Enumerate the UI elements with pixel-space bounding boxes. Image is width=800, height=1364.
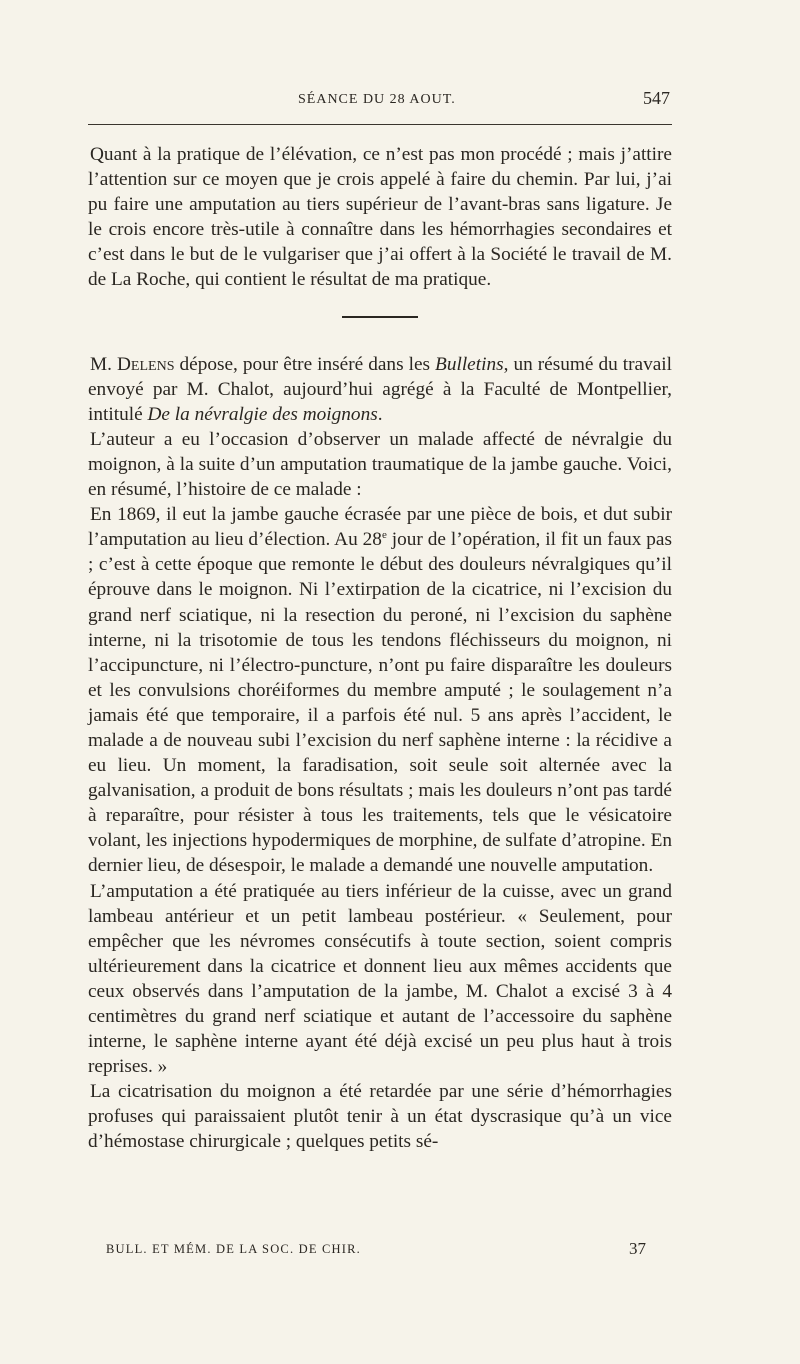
running-title: SÉANCE DU 28 AOUT. — [298, 92, 456, 107]
footer-signature: BULL. ET MÉM. DE LA SOC. DE CHIR. — [106, 1242, 361, 1256]
paragraph-delens: M. Delens dépose, pour être inséré dans les Bulletins, un résumé du travail envoyé par M. Chalot, aujourd’hui agrégé à la Faculté de Montpellier, intitulé De la névralgie des moignons. — [88, 353, 673, 425]
page-number: 547 — [643, 88, 670, 108]
body-text — [88, 142, 672, 1155]
running-header — [88, 88, 672, 114]
header-rule — [88, 124, 672, 125]
section-separator — [342, 316, 418, 318]
journal-title: Bulletins — [435, 353, 504, 375]
paragraph-observation: L’auteur a eu l’occasion d’observer un malade affecté de névralgie du moignon, à la suite d’un amputation traumatique de la jambe gauche. Voici, en résumé, l’histoire de ce malade : — [88, 428, 672, 501]
paragraph-amputation: L’amputation a été pratiquée au tiers inférieur de la cuisse, avec un grand lambeau antérieur et un petit lambeau postérieur. « Seulement, pour empêcher que les névromes consécutifs à toute section, soient compris ultérieurement dans la cicatrice et donnent lieu aux mêmes accidents que ceux observés dans l’amputation de la jambe, M. Chalot a excisé 3 à 4 centimètres du grand nerf sciatique et autant de l’accessoire du saphène interne, le saphène interne ayant été déjà excisé un peu plus haut à trois reprises. » — [88, 880, 672, 1078]
work-title: De la névralgie des moignons — [147, 403, 378, 425]
paragraph-elevation: Quant à la pratique de l’élévation, ce n’est pas mon procédé ; mais j’attire l’attention sur ce moyen que je crois appelé à faire du chemin. Par lui, j’ai pu faire une amputation au tiers supérieur de l’avant-bras sans ligature. Je le crois encore très-utile à connaître dans les hémorrhagies secondaires et c’est dans le but de le vulgariser que j’ai offert à la Société le travail de M. de La Roche, qui contient le résultat de ma pratique. — [88, 144, 672, 291]
paragraph-cicatrisation: La cicatrisation du moignon a été retardée par une série d’hémorrhagies profuses qui paraissaient plutôt tenir à un état dyscrasique qu’à un vice d’hémostase chirurgicale ; quelques petits sé- — [88, 1081, 672, 1153]
author-name: Delens — [117, 353, 175, 375]
page-footer — [106, 1239, 646, 1263]
paragraph-history: En 1869, il eut la jambe gauche écrasée par une pièce de bois, et dut subir l’amputation au lieu d’élection. Au 28e jour de l’opération, il fit un faux pas ; c’est à cette époque que remonte le début des douleurs névralgiques qu’il éprouve dans le moignon. Ni l’extirpation de la cicatrice, ni l’excision du grand nerf sciatique, ni la resection du peroné, ni l’excision du saphène interne, ni la trisotomie de tous les tendons fléchisseurs du moignon, ni l’accipuncture, ni l’électro-puncture, n’ont pu faire disparaître les douleurs et les convulsions choréiformes du membre amputé ; le soulagement n’a jamais été que temporaire, il a parfois été nul. 5 ans après l’accident, le malade a de nouveau subi l’excision du nerf saphène interne : la récidive a eu lieu. Un moment, la faradisation, soit seule soit alternée avec la galvanisation, a produit de bons résultats ; mais les douleurs n’ont pas tardé à reparaître, pour résister à tous les traitements, tels que le vésicatoire volant, les injections hypodermiques de morphine, de sulfate d’atropine. En dernier lieu, de désespoir, le malade a demandé une nouvelle amputation. — [88, 504, 672, 877]
sheet-number: 37 — [629, 1239, 646, 1258]
